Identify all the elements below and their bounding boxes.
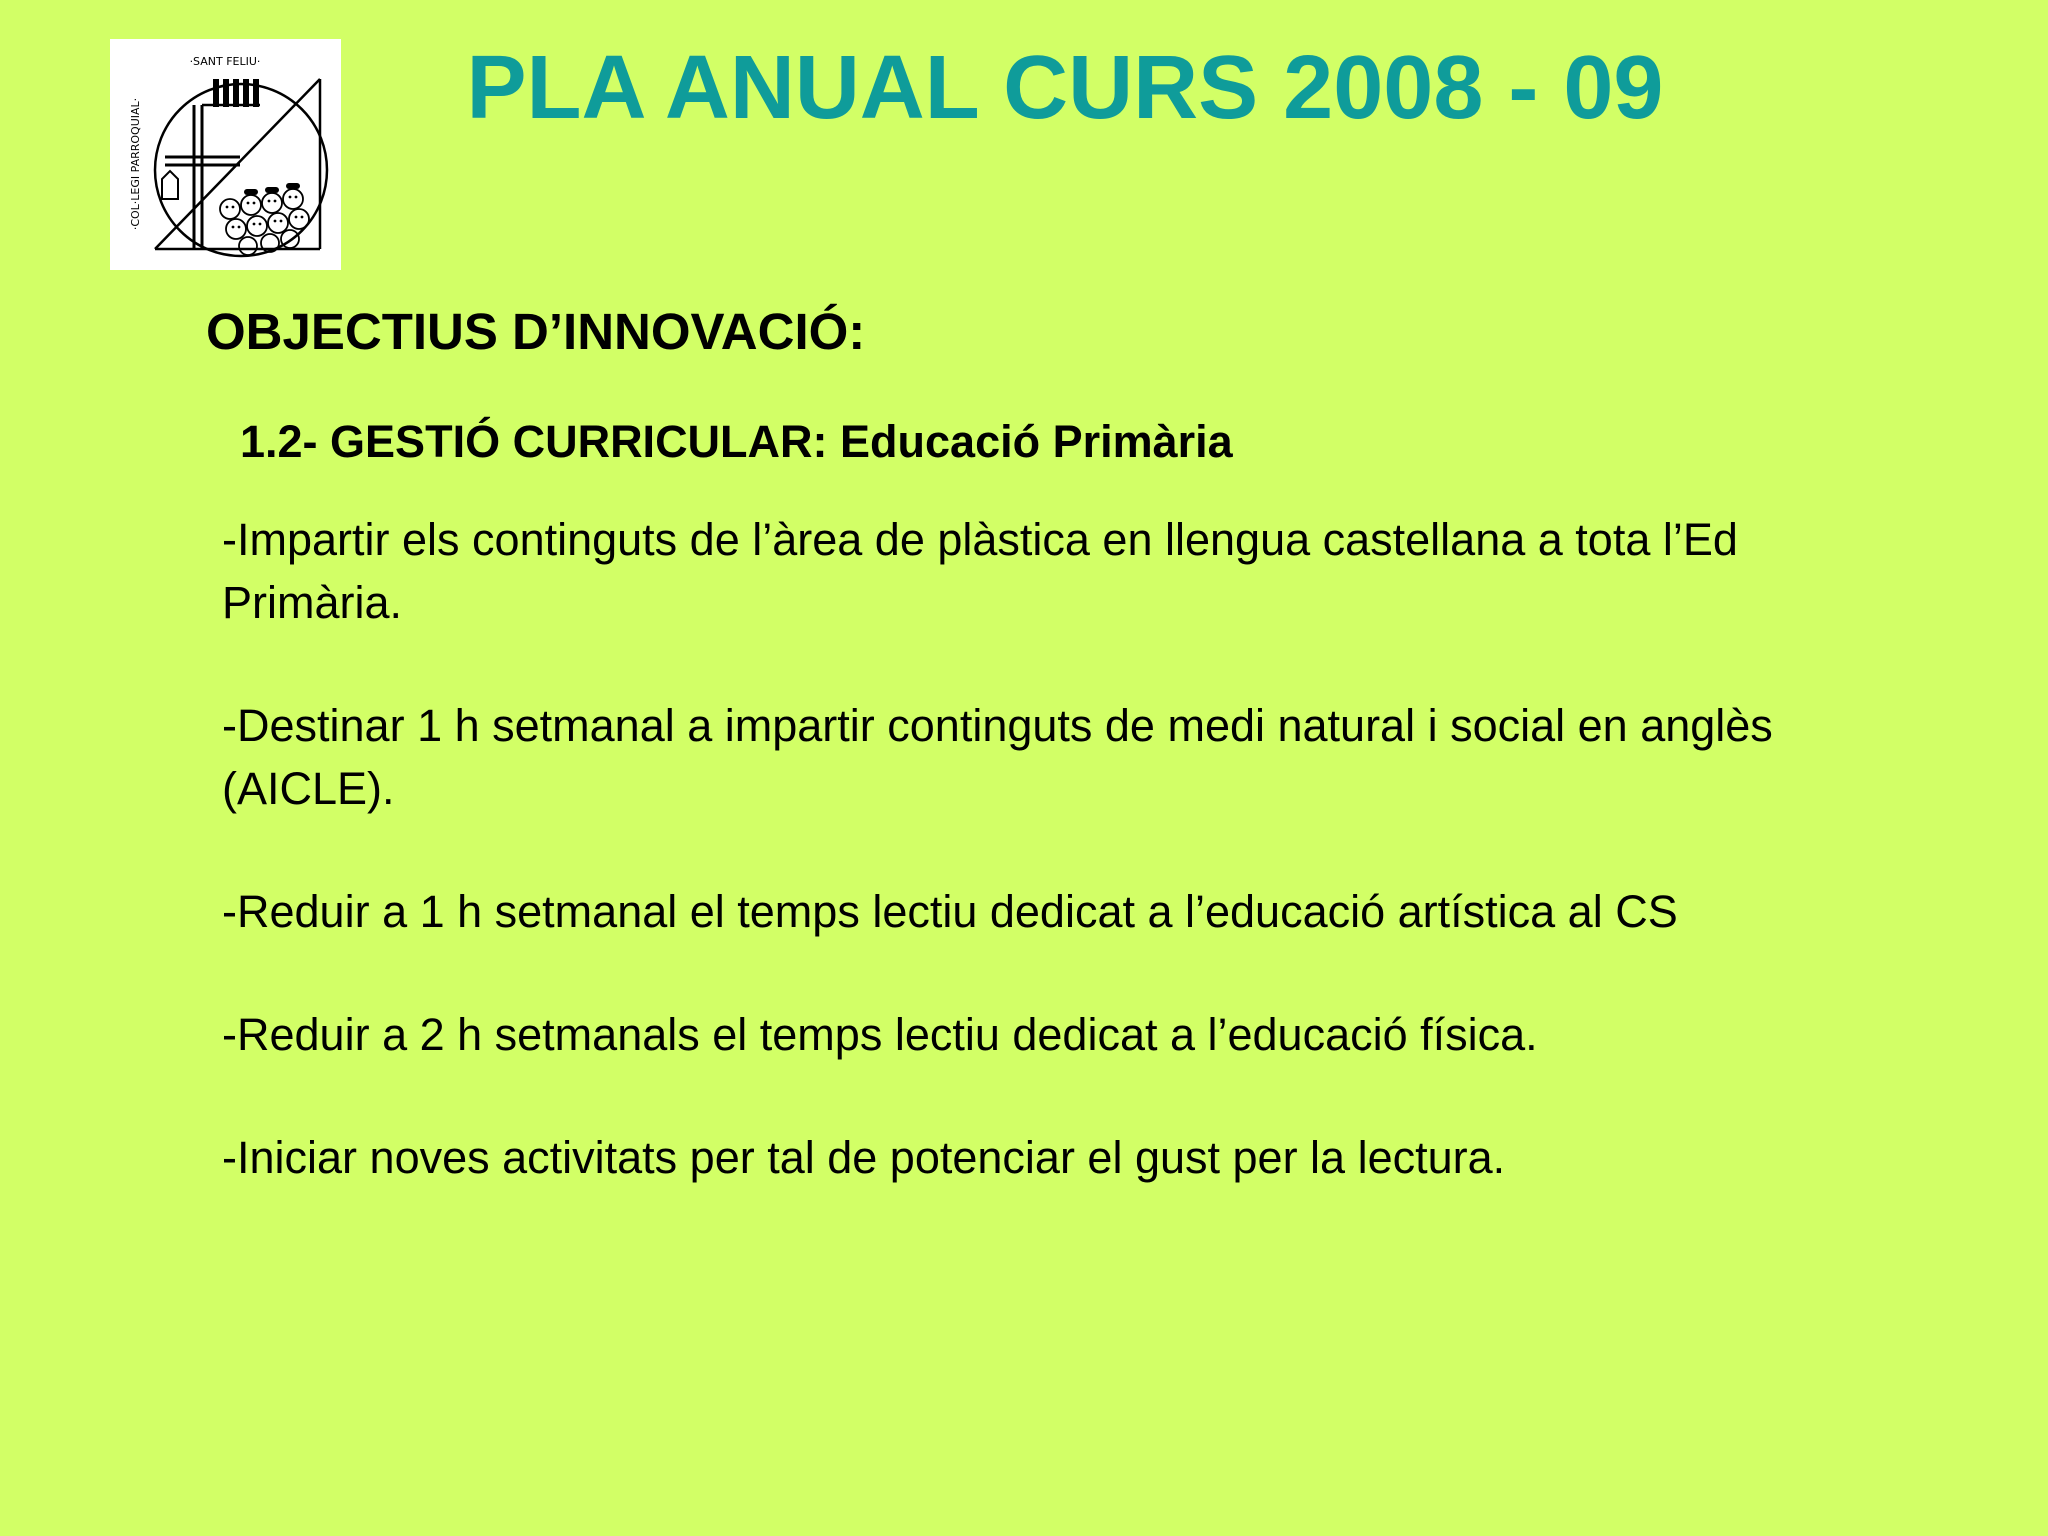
logo-top-text: ·SANT FELIU· [189,55,261,68]
school-logo [110,39,341,270]
bullet-text: Reduir a 1 h setmanal el temps lectiu dedicat a l’educació artística al CS [237,886,1678,937]
objectives-list [222,508,1902,1189]
bullet-marker: - [222,1132,237,1183]
list-item [222,1003,1902,1066]
bullet-marker: - [222,886,237,937]
list-item [222,880,1902,943]
list-item [222,508,1902,634]
section-heading: OBJECTIUS D’INNOVACIÓ: [206,303,866,360]
school-emblem-logo [110,39,341,270]
list-item [222,694,1902,820]
bullet-marker: - [222,700,237,751]
bullet-text: Reduir a 2 h setmanals el temps lectiu dedicat a l’educació física. [237,1009,1538,1060]
list-item [222,1126,1902,1189]
bullet-marker: - [222,514,237,565]
bullet-text: Iniciar noves activitats per tal de potenciar el gust per la lectura. [237,1132,1506,1183]
subheading: 1.2- GESTIÓ CURRICULAR: Educació Primària [240,416,1233,467]
logo-side-text: ·COL·LEGI PARROQUIAL· [129,97,142,231]
bullet-marker: - [222,1009,237,1060]
bullet-text: Destinar 1 h setmanal a impartir continguts de medi natural i social en anglès (AICLE). [222,700,1773,814]
slide-title: PLA ANUAL CURS 2008 - 09 [466,38,1664,138]
bullet-text: Impartir els continguts de l’àrea de plàstica en llengua castellana a tota l’Ed Primària. [222,514,1738,628]
